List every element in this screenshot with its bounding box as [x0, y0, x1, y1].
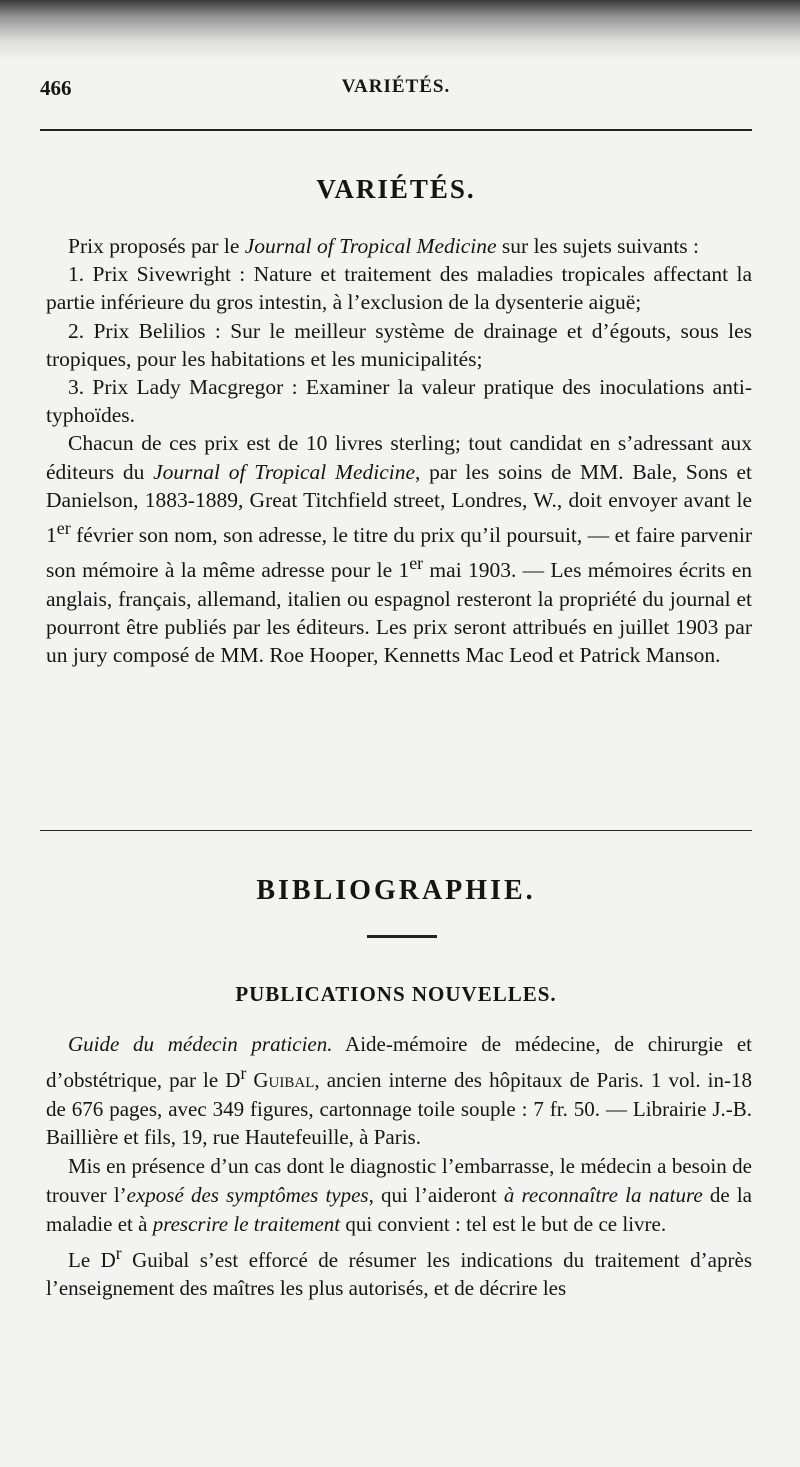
prize-item-1: 1. Prix Sivewright : Nature et traitement des maladies tropicales affectant la partie inférieure du gros intestin, à l’exclusion de la dysenterie aiguë; — [46, 262, 752, 315]
header-rule — [40, 129, 752, 131]
section-divider — [40, 830, 752, 831]
page-number: 466 — [40, 76, 72, 100]
review-paragraph-1: Mis en présence d’un cas dont le diagnostic l’embarrasse, le médecin a besoin de trouver l’exposé des symptômes types, qui l’aideront à reconnaître la nature de la maladie et à prescrire le traitement qui convient : tel est le but de ce livre. — [46, 1154, 752, 1236]
varietes-paragraph: Chacun de ces prix est de 10 livres sterling; tout candidat en s’adressant aux éditeurs du Journal of Tropical Medicine, par les soins de MM. Bale, Sons et Danielson, 1883-1889, Great Titchfield street, Londres, W., doit envoyer avant le 1er février son nom, son adresse, le titre du prix qu’il poursuit, — et faire parvenir son mémoire à la même adresse pour le 1er mai 1903. — Les mémoires écrits en anglais, français, allemand, italien ou espagnol resteront la propriété du journal et pourront être publiés par les éditeurs. Les prix seront attribués en juillet 1903 par un jury composé de MM. Roe Hooper, Kennetts Mac Leod et Patrick Manson. — [46, 431, 753, 668]
book-entry: Guide du médecin praticien. Aide-mémoire de médecine, de chirurgie et d’obstétrique, par le $D^r$ Guibal, ancien interne des hôpitaux de Paris. 1 vol. in-18 de 676 pages, avec 349 figures, cartonnage toile souple : 7 fr. 50. — Librairie J.-B. Baillière et fils, 19, rue Hautefeuille, à Paris. — [46, 1032, 752, 1150]
section-title-varietes: VARIÉTÉS. — [316, 174, 476, 204]
running-header — [40, 76, 752, 106]
prize-item-2: 2. Prix Belilios : Sur le meilleur système de drainage et d’égouts, sous les tropiques, pour les habitations et les municipalités; — [46, 318, 752, 371]
journal-title: Journal of Tropical Medicine — [244, 234, 497, 258]
review-paragraph-2: Le $D^r$ Guibal s’est efforcé de résumer les indications du traitement d’après l’enseignement des maîtres les plus autorisés, et de décrire les — [46, 1242, 752, 1301]
running-title: VARIÉTÉS. — [341, 76, 451, 97]
varietes-body — [46, 232, 752, 669]
bibliographie-body — [46, 1030, 752, 1303]
varietes-intro: Prix proposés par le Journal of Tropical Medicine sur les sujets suivants : — [68, 234, 700, 258]
title-short-rule — [367, 935, 437, 938]
section-title-bibliographie: BIBLIOGRAPHIE. — [256, 875, 536, 906]
prize-item-3: 3. Prix Lady Macgregor : Examiner la valeur pratique des inoculations anti-typhoïdes. — [46, 375, 752, 428]
subsection-title: PUBLICATIONS NOUVELLES. — [235, 982, 557, 1006]
book-title: Guide du médecin praticien. — [68, 1032, 333, 1056]
